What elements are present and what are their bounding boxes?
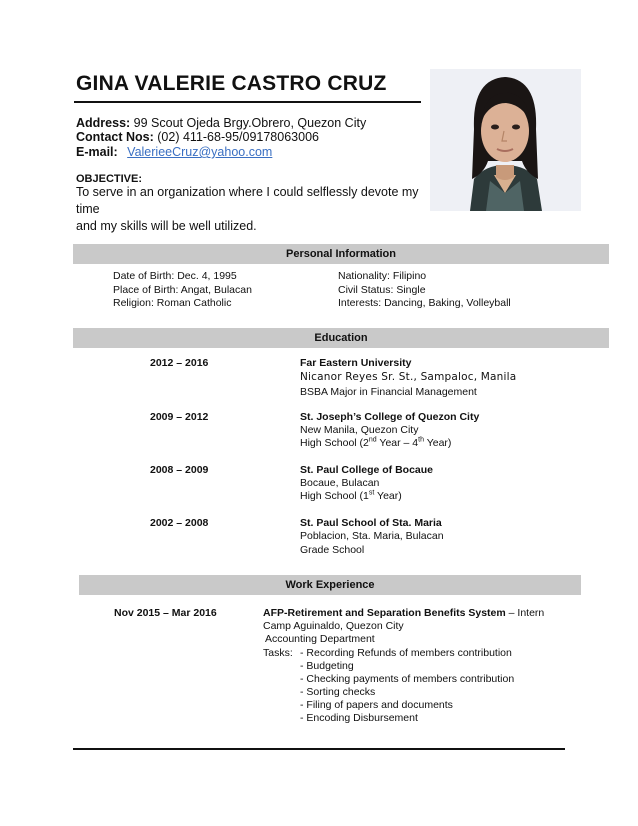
work-company-line: [263, 607, 544, 619]
email-link[interactable]: ValerieeCruz@yahoo.com: [127, 145, 273, 159]
edu-location: Poblacion, Sta. Maria, Bulacan: [300, 530, 444, 542]
personal-nationality: Nationality: Filipino: [338, 270, 427, 282]
objective-text: [76, 184, 426, 235]
edu-school: St. Paul School of Sta. Maria: [300, 517, 442, 529]
email-label: E-mail:: [76, 145, 118, 159]
edu-detail: Grade School: [300, 544, 365, 556]
work-experience-heading: Work Experience: [79, 575, 581, 595]
objective-heading: OBJECTIVE:: [76, 173, 143, 185]
edu-location: New Manila, Quezon City: [300, 424, 419, 436]
edu-years: 2012 – 2016: [150, 357, 209, 369]
personal-pob: Place of Birth: Angat, Bulacan: [113, 284, 252, 296]
contact-value: (02) 411-68-95/09178063006: [157, 130, 319, 144]
work-task: - Encoding Disbursement: [300, 712, 418, 724]
work-location: Camp Aguinaldo, Quezon City: [263, 620, 404, 632]
edu-location: Bocaue, Bulacan: [300, 477, 380, 489]
objective-line-2: and my skills will be well utilized.: [76, 219, 257, 233]
email-line: [76, 145, 272, 159]
personal-civil-status: Civil Status: Single: [338, 284, 426, 296]
contact-line: [76, 130, 319, 144]
edu-school: St. Paul College of Bocaue: [300, 464, 434, 476]
education-heading: Education: [73, 328, 609, 348]
edu-school: Far Eastern University: [300, 357, 412, 369]
work-department: Accounting Department: [265, 633, 375, 645]
contact-label: Contact Nos:: [76, 130, 154, 144]
portrait-illustration: [430, 69, 581, 211]
address-line: [76, 116, 366, 130]
objective-line-1: To serve in an organization where I could selflessly devote my time: [76, 185, 419, 216]
personal-religion: Religion: Roman Catholic: [113, 297, 232, 309]
edu-location: Nicanor Reyes Sr. St., Sampaloc, Manila: [300, 371, 517, 383]
personal-interests: Interests: Dancing, Baking, Volleyball: [338, 297, 511, 309]
personal-info-heading: Personal Information: [73, 244, 609, 264]
work-role: – Intern: [508, 607, 545, 619]
name-underline: [74, 101, 421, 103]
work-task: - Recording Refunds of members contribution: [300, 647, 512, 659]
footer-divider: [73, 748, 565, 750]
work-company: AFP-Retirement and Separation Benefits System: [263, 607, 506, 619]
edu-years: 2002 – 2008: [150, 517, 209, 529]
work-task: - Sorting checks: [300, 686, 376, 698]
work-task: - Checking payments of members contribution: [300, 673, 515, 685]
address-label: Address:: [76, 116, 131, 130]
edu-school: St. Joseph’s College of Quezon City: [300, 411, 480, 423]
work-period: Nov 2015 – Mar 2016: [114, 607, 217, 619]
personal-dob: Date of Birth: Dec. 4, 1995: [113, 270, 237, 282]
edu-detail: BSBA Major in Financial Management: [300, 386, 477, 398]
edu-years: 2009 – 2012: [150, 411, 209, 423]
work-task: - Budgeting: [300, 660, 354, 672]
edu-detail: High School (1st Year): [300, 489, 402, 502]
applicant-name: GINA VALERIE CASTRO CRUZ: [76, 72, 387, 95]
profile-photo: [430, 69, 581, 211]
address-value: 99 Scout Ojeda Brgy.Obrero, Quezon City: [133, 116, 367, 130]
work-task: - Filing of papers and documents: [300, 699, 453, 711]
edu-detail: High School (2nd Year – 4th Year): [300, 436, 452, 449]
edu-years: 2008 – 2009: [150, 464, 209, 476]
work-tasks-label: Tasks:: [263, 647, 293, 659]
